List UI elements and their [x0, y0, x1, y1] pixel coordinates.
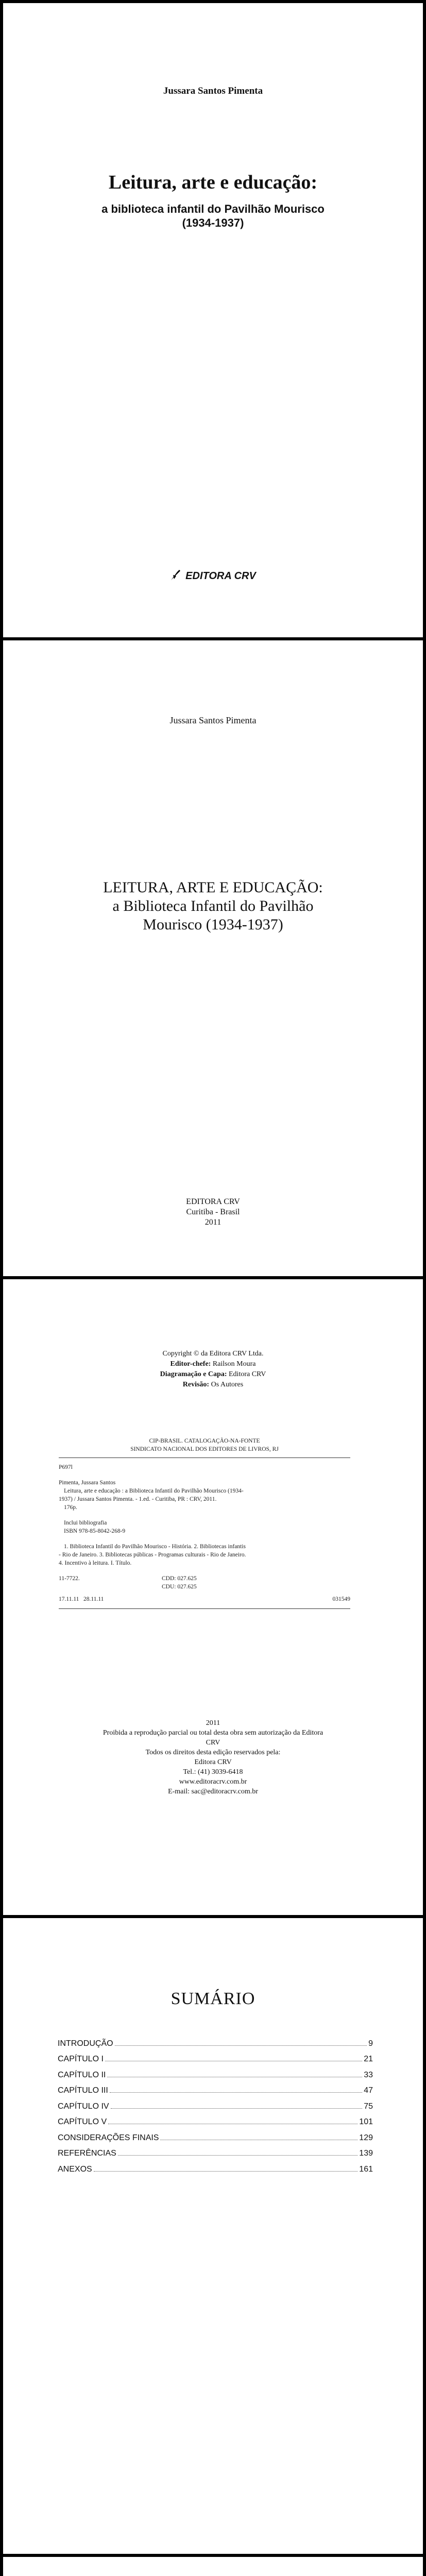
toc-page-number: 75 [364, 2102, 373, 2111]
toc-page-number: 161 [359, 2164, 373, 2174]
rights-line: CRV [206, 1739, 220, 1747]
credit-editor: Editor-chefe: Railson Moura [170, 1360, 256, 1368]
toc-entry[interactable] [58, 2111, 373, 2127]
cip-heading: CIP-BRASIL. CATALOGAÇÃO-NA-FONTE SINDICATO NACIONAL DOS EDITORES DE LIVROS, RJ [130, 1438, 279, 1452]
rights-year: 2011 [206, 1719, 220, 1727]
cip-classification: 11-7722. CDD: 027.625 [59, 1575, 197, 1582]
toc-entry[interactable] [58, 2080, 373, 2096]
cover-subtitle-line: (1934-1937) [182, 216, 244, 229]
title-page-imprint [3, 1197, 423, 1228]
cip-classification: CDU: 027.625 [162, 1584, 197, 1590]
contact-phone: Tel.: (41) 3039-6418 [183, 1768, 243, 1776]
cip-author: Pimenta, Jussara Santos [59, 1480, 116, 1486]
cover-author: Jussara Santos Pimenta [163, 86, 263, 96]
toc-entry[interactable] [58, 2048, 373, 2064]
credit-design: Diagramação e Capa: Editora CRV [160, 1370, 266, 1378]
toc-label: CAPÍTULO I [58, 2055, 104, 2063]
cip-subjects: - Rio de Janeiro. 3. Bibliotecas públicas - Programas culturais - Rio de Janeiro. [59, 1552, 246, 1558]
contact-site: www.editoracrv.com.br [179, 1778, 247, 1786]
toc-label: INTRODUÇÃO [58, 2039, 113, 2048]
divider [59, 1608, 350, 1609]
cover-subtitle [3, 202, 423, 230]
toc-label: CAPÍTULO II [58, 2070, 106, 2079]
toc-page-number: 139 [359, 2149, 373, 2158]
credit-review: Revisão: Os Autores [182, 1381, 244, 1388]
cip-isbn: ISBN 978-85-8042-268-9 [64, 1528, 126, 1534]
title-line: LEITURA, ARTE E EDUCAÇÃO: [103, 879, 323, 896]
cip-bibliography: Inclui bibliografia [64, 1520, 107, 1526]
toc-page-number: 47 [364, 2086, 373, 2095]
rights-notice [3, 1718, 423, 1797]
cip-description: Leitura, arte e educação : a Biblioteca Infantil do Pavilhão Mourisco (1934- [64, 1488, 244, 1494]
toc-label: CAPÍTULO III [58, 2086, 108, 2095]
toc-page-number: 9 [368, 2039, 373, 2048]
toc-page-number: 21 [364, 2055, 373, 2063]
rights-line: Editora CRV [194, 1758, 232, 1766]
toc-entry[interactable] [58, 2032, 373, 2048]
rights-line: Proibida a reprodução parcial ou total desta obra sem autorização da Editora [103, 1729, 323, 1737]
cip-dates: 17.11.11 28.11.11 031549 [59, 1596, 350, 1602]
cover-page [0, 0, 426, 639]
rights-line: Todos os direitos desta edição reservados pela: [145, 1749, 281, 1756]
toc-page-number: 101 [359, 2117, 373, 2126]
cip-description: 1937) / Jussara Santos Pimenta. - 1.ed. - Curitiba, PR : CRV, 2011. [59, 1496, 217, 1502]
toc-label: REFERÊNCIAS [58, 2149, 116, 2158]
title-page-author: Jussara Santos Pimenta [169, 715, 257, 725]
toc-entry[interactable] [58, 2064, 373, 2080]
epigraph-page [0, 2555, 426, 2576]
cip-catalog-record [59, 1437, 350, 1609]
title-line: Mourisco (1934-1937) [143, 916, 283, 933]
toc-page-number: 129 [359, 2133, 373, 2142]
copyright-line: Copyright © da Editora CRV Ltda. [162, 1350, 264, 1358]
pen-nib-icon [170, 569, 182, 584]
cip-code: P697l [59, 1464, 73, 1470]
cip-description: 176p. [64, 1504, 77, 1511]
toc-entry[interactable] [58, 2127, 373, 2143]
publisher-logo-text: EDITORA CRV [185, 570, 256, 582]
imprint-publisher: EDITORA CRV [186, 1197, 240, 1206]
toc-label: CAPÍTULO IV [58, 2102, 109, 2111]
title-page [0, 639, 426, 1278]
contact-email: E-mail: sac@editoracrv.com.br [168, 1788, 258, 1795]
imprint-city: Curitiba - Brasil [186, 1208, 240, 1216]
toc-entry[interactable] [58, 2095, 373, 2111]
copyright-page [0, 1278, 426, 1917]
contents-title: SUMÁRIO [171, 1989, 255, 2008]
publisher-logo [3, 569, 423, 584]
imprint-year: 2011 [205, 1218, 221, 1227]
toc-label: ANEXOS [58, 2164, 92, 2174]
toc-label: CAPÍTULO V [58, 2117, 107, 2126]
toc-entry[interactable] [58, 2143, 373, 2159]
toc-entry[interactable] [58, 2158, 373, 2174]
cip-subjects: 4. Incentivo à leitura. I. Título. [59, 1560, 132, 1566]
cip-subjects: 1. Biblioteca Infantil do Pavilhão Mourisco - História. 2. Bibliotecas infantis [64, 1544, 246, 1550]
title-line: a Biblioteca Infantil do Pavilhão [112, 897, 314, 914]
credits [3, 1349, 423, 1390]
contents-page [0, 1917, 426, 2555]
title-page-title [3, 878, 423, 934]
cover-subtitle-line: a biblioteca infantil do Pavilhão Mourisco [101, 202, 325, 215]
toc-page-number: 33 [364, 2070, 373, 2079]
cover-title: Leitura, arte e educação: [108, 172, 318, 193]
table-of-contents [58, 2032, 373, 2174]
toc-label: CONSIDERAÇÕES FINAIS [58, 2133, 159, 2142]
